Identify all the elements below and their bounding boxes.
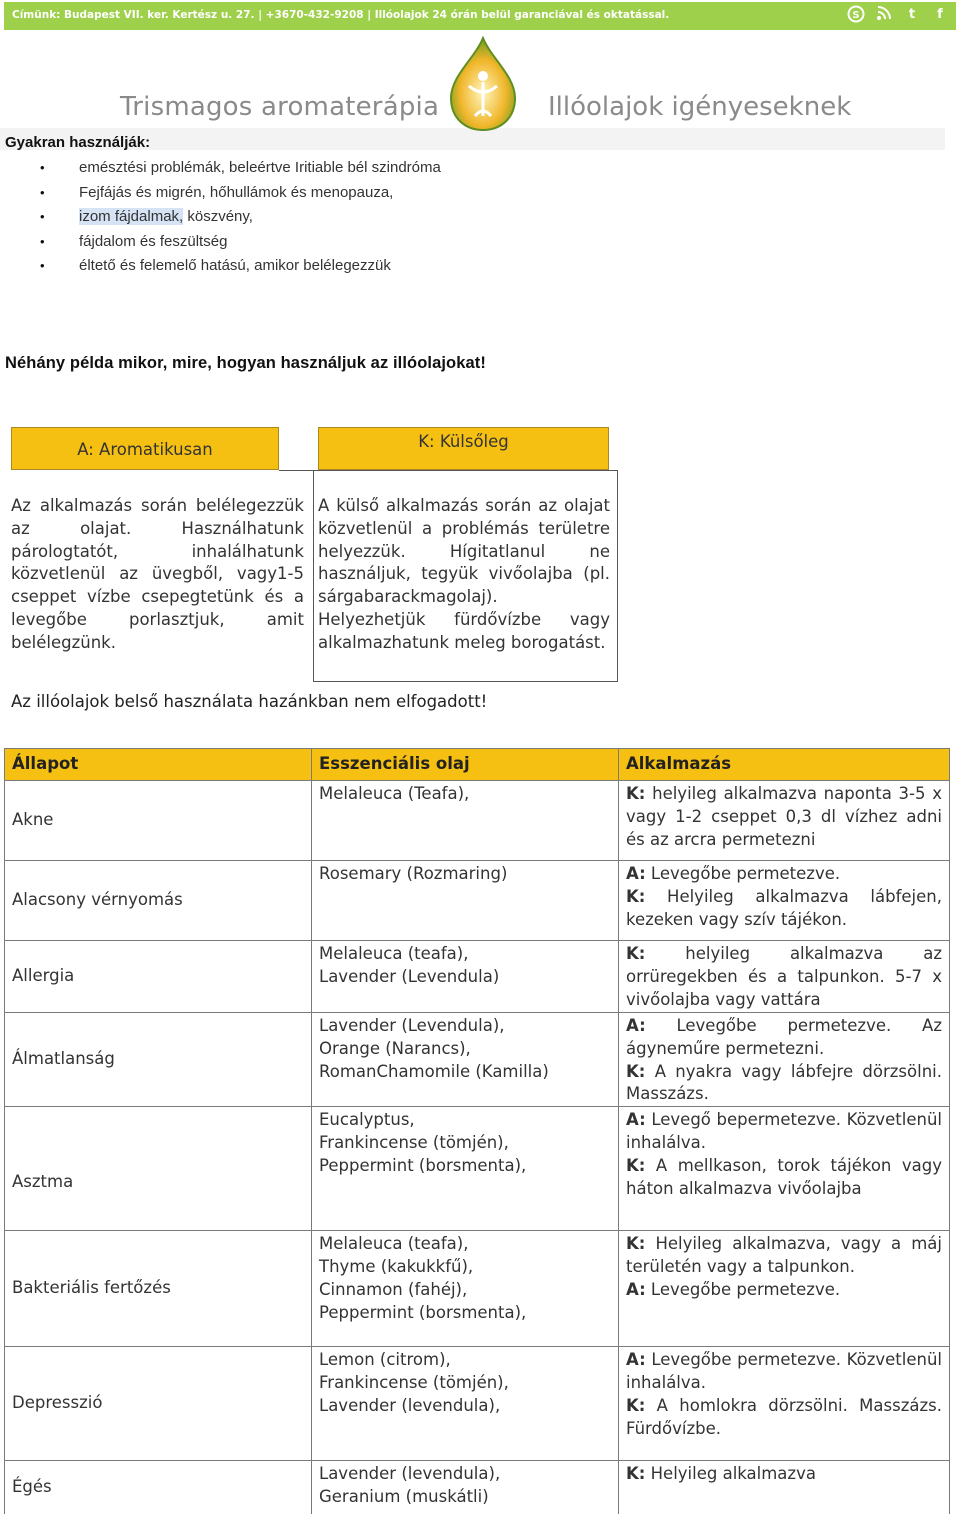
- application-cell: K: helyileg alkalmazva az orrüregekben és a talpunkon. 5-7 x vivőolajba vagy vattára: [619, 941, 950, 1013]
- table-row: [5, 1013, 950, 1107]
- oil-cell: Lavender (Levendula), Orange (Narancs), RomanChamomile (Kamilla): [312, 1013, 619, 1107]
- oil-cell: Rosemary (Rozmaring): [312, 861, 619, 941]
- application-cell: A: Levegőbe permetezve. Közvetlenül inhalálva. K: A homlokra dörzsölni. Masszázs. Fürdővízbe.: [619, 1347, 950, 1461]
- application-cell: K: Helyileg alkalmazva: [619, 1461, 950, 1514]
- condition-cell: Égés: [5, 1461, 312, 1514]
- application-cell: A: Levegőbe permetezve. Az ágyneműre permetezni. K: A nyakra vagy lábfejre dörzsölni. Masszázs.: [619, 1013, 950, 1107]
- application-cell: K: Helyileg alkalmazva, vagy a máj területén vagy a talpunkon. A: Levegőbe permetezve.: [619, 1231, 950, 1347]
- table-row: [5, 1347, 950, 1461]
- table-row: [5, 1461, 950, 1514]
- oil-cell: Melaleuca (Teafa),: [312, 781, 619, 861]
- frequent-uses-heading: Gyakran használják:: [5, 134, 151, 151]
- table-header-row: [5, 749, 950, 781]
- rss-icon[interactable]: [874, 5, 894, 25]
- social-links: [846, 5, 950, 25]
- brand-name[interactable]: Trismagos aromaterápia: [120, 92, 440, 122]
- condition-cell: Akne: [5, 781, 312, 861]
- drop-logo-icon[interactable]: [445, 36, 521, 132]
- list-item: • emésztési problémák, beleértve Iritiable bél szindróma: [40, 157, 441, 182]
- list-item: • Fejfájás és migrén, hőhullámok és menopauza,: [40, 182, 441, 207]
- application-cell: A: Levegőbe permetezve. K: Helyileg alkalmazva lábfejen, kezeken vagy szív tájékon.: [619, 861, 950, 941]
- oil-cell: Eucalyptus, Frankincense (tömjén), Peppermint (borsmenta),: [312, 1107, 619, 1231]
- condition-cell: Bakteriális fertőzés: [5, 1231, 312, 1347]
- svg-text:S: S: [852, 10, 860, 21]
- header-application: Alkalmazás: [619, 749, 950, 781]
- condition-cell: Álmatlanság: [5, 1013, 312, 1107]
- site-header: [0, 30, 960, 150]
- brand-tagline: Illóolajok igényeseknek: [548, 92, 852, 122]
- table-row: [5, 941, 950, 1013]
- header-oil: Esszenciális olaj: [312, 749, 619, 781]
- list-item: • fájdalom és feszültség: [40, 231, 441, 256]
- oil-cell: Lavender (levendula), Geranium (muskátli): [312, 1461, 619, 1514]
- external-box-text: A külső alkalmazás során az olajat közvetlenül a problémás területre helyezzük. Hígitatlanul ne használjuk, tegyük vivőolajba (pl. sárgabarackmagolaj). Helyezhetjük fürdővízbe vagy alkalmazhatunk meleg borogatást.: [318, 496, 610, 652]
- highlighted-text: izom fájdalmak,: [79, 208, 184, 225]
- table-row: [5, 1107, 950, 1231]
- condition-cell: Asztma: [5, 1107, 312, 1231]
- oil-cell: Lemon (citrom), Frankincense (tömjén), Lavender (levendula),: [312, 1347, 619, 1461]
- condition-cell: Allergia: [5, 941, 312, 1013]
- conditions-table: [4, 748, 950, 1514]
- oil-cell: Melaleuca (teafa), Lavender (Levendula): [312, 941, 619, 1013]
- condition-cell: Depresszió: [5, 1347, 312, 1461]
- examples-heading: Néhány példa mikor, mire, hogyan használjuk az illóolajokat!: [5, 354, 486, 372]
- aromatic-box-title: A: Aromatikusan: [11, 427, 279, 470]
- top-info-bar: [4, 2, 956, 30]
- list-item: • éltető és felemelő hatású, amikor belélegezzük: [40, 255, 441, 280]
- header-condition: Állapot: [5, 749, 312, 781]
- table-row: [5, 1231, 950, 1347]
- tumblr-icon[interactable]: t: [908, 7, 916, 22]
- internal-use-note: Az illóolajok belső használata hazánkban nem elfogadott!: [11, 692, 488, 711]
- oil-cell: Melaleuca (teafa), Thyme (kakukkfű), Cinnamon (fahéj), Peppermint (borsmenta),: [312, 1231, 619, 1347]
- frequent-uses-list: [40, 157, 441, 280]
- table-row: [5, 781, 950, 861]
- application-cell: K: helyileg alkalmazva naponta 3-5 x vagy 1-2 cseppet 0,3 dl vízhez adni és az arcra permetezni: [619, 781, 950, 861]
- aromatic-box-text: Az alkalmazás során belélegezzük az olajat. Használhatunk párologtatót, inhalálhatunk közvetlenül az üvegből, vagy1-5 cseppet vízbe csepegtetünk és a levegőbe porlasztjuk, amit belélegzünk.: [11, 496, 304, 652]
- application-cell: A: Levegő bepermetezve. Közvetlenül inhalálva. K: A mellkason, torok tájékon vagy háton alkalmazva vivőolajba: [619, 1107, 950, 1231]
- external-box-title: K: Külsőleg: [318, 427, 609, 470]
- table-row: [5, 861, 950, 941]
- condition-cell: Alacsony vérnyomás: [5, 861, 312, 941]
- facebook-icon[interactable]: f: [937, 7, 943, 22]
- skype-icon[interactable]: [846, 5, 866, 25]
- contact-info: Címünk: Budapest VII. ker. Kertész u. 27. | +3670-432-9208 | Illóolajok 24 órán belül garanciával és oktatással.: [12, 9, 670, 21]
- list-item: • izom fájdalmak, köszvény,: [40, 206, 441, 231]
